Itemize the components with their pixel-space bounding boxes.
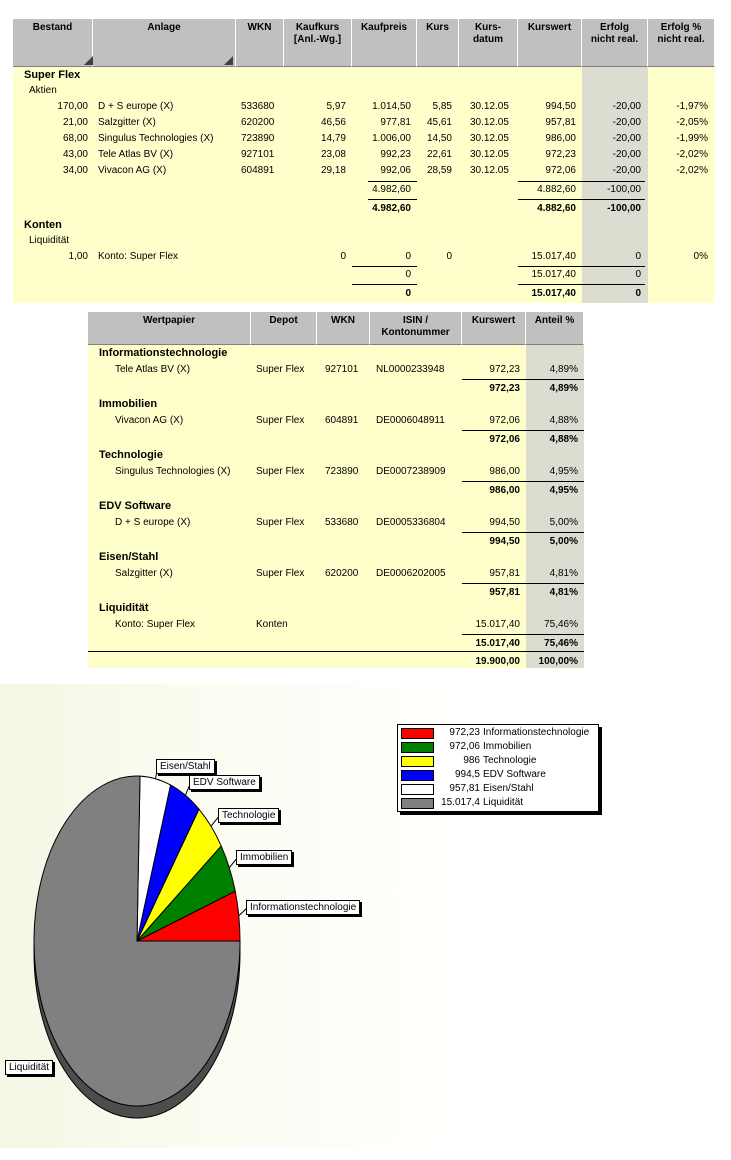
- table-cell: 75,46%: [544, 619, 578, 630]
- total-cell: 75,46%: [544, 638, 578, 649]
- table-cell: Super Flex: [256, 568, 305, 579]
- group-title: Technologie: [99, 449, 163, 461]
- subgroup-title: Liquidität: [29, 235, 70, 246]
- table-cell: 0: [405, 251, 411, 262]
- column-header[interactable]: Kaufkurs [Anl.-Wg.]: [284, 19, 352, 67]
- table-cell: D + S europe (X): [98, 101, 174, 112]
- table-cell: 5,85: [432, 101, 452, 112]
- table-cell: Singulus Technologies (X): [115, 466, 231, 477]
- column-header[interactable]: Kurs: [417, 19, 459, 67]
- table-cell: 994,50: [545, 101, 576, 112]
- table-cell: 5,97: [326, 101, 346, 112]
- pie-label: Technologie: [218, 808, 279, 823]
- table-cell: DE0006202005: [376, 568, 446, 579]
- table-cell: 977,81: [380, 117, 411, 128]
- sort-indicator-icon: [84, 56, 93, 65]
- column-header[interactable]: Kurswert: [462, 312, 526, 345]
- table-cell: 1.014,50: [372, 101, 411, 112]
- table-cell: 0: [340, 251, 346, 262]
- table-cell: 30.12.05: [470, 101, 509, 112]
- legend-value: 986: [463, 755, 480, 766]
- table-cell: -20,00: [612, 101, 641, 112]
- table-cell: 170,00: [57, 101, 88, 112]
- column-header[interactable]: Kurswert: [518, 19, 582, 67]
- table-cell: Super Flex: [256, 415, 305, 426]
- table-cell: -2,02%: [676, 149, 708, 160]
- group-title: Eisen/Stahl: [99, 551, 159, 563]
- table-cell: 1,00: [68, 251, 88, 262]
- total-rule: [518, 199, 645, 200]
- table-cell: 23,08: [320, 149, 346, 160]
- column-header[interactable]: Depot: [251, 312, 317, 345]
- total-cell: 0: [635, 288, 641, 299]
- total-rule: [462, 634, 584, 635]
- table-cell: 30.12.05: [470, 133, 509, 144]
- table-cell: Salzgitter (X): [98, 117, 156, 128]
- column-header[interactable]: Erfolg nicht real.: [582, 19, 648, 67]
- total-cell: 972,06: [489, 434, 520, 445]
- total-rule: [518, 284, 645, 285]
- table-cell: 957,81: [545, 117, 576, 128]
- total-cell: 4.982,60: [372, 203, 411, 214]
- subtotal-cell: 4.882,60: [537, 184, 576, 195]
- column-header[interactable]: Kurs-datum: [459, 19, 518, 67]
- table-cell: -2,02%: [676, 165, 708, 176]
- table-cell: 994,50: [489, 517, 520, 528]
- table-cell: Konten: [256, 619, 288, 630]
- grand-total-cell: 100,00%: [538, 656, 578, 667]
- subtotal-cell: 4.982,60: [372, 184, 411, 195]
- legend-label: Technologie: [483, 755, 537, 766]
- column-header[interactable]: WKN: [317, 312, 370, 345]
- total-cell: 15.017,40: [475, 638, 520, 649]
- table-cell: 15.017,40: [475, 619, 520, 630]
- table-cell: 972,23: [545, 149, 576, 160]
- group-title: Liquidität: [99, 602, 149, 614]
- table-cell: -20,00: [612, 133, 641, 144]
- sort-indicator-icon: [224, 56, 233, 65]
- table-cell: 28,59: [426, 165, 452, 176]
- table-cell: 46,56: [320, 117, 346, 128]
- total-rule: [368, 181, 417, 182]
- total-cell: 4,81%: [549, 587, 578, 598]
- table-cell: Singulus Technologies (X): [98, 133, 214, 144]
- total-cell: 0: [405, 288, 411, 299]
- table-cell: 604891: [241, 165, 275, 176]
- table-cell: 992,06: [380, 165, 411, 176]
- table-cell: 986,00: [545, 133, 576, 144]
- legend-label: EDV Software: [483, 769, 546, 780]
- table-cell: 43,00: [62, 149, 88, 160]
- table-cell: Super Flex: [256, 517, 305, 528]
- table-cell: 927101: [325, 364, 359, 375]
- table-cell: DE0007238909: [376, 466, 446, 477]
- column-header[interactable]: Erfolg % nicht real.: [648, 19, 715, 67]
- total-rule: [462, 532, 584, 533]
- table-cell: 533680: [325, 517, 359, 528]
- table-cell: 15.017,40: [531, 251, 576, 262]
- table-cell: 723890: [241, 133, 275, 144]
- table-cell: 30.12.05: [470, 117, 509, 128]
- group-title: Super Flex: [24, 69, 81, 81]
- subgroup-title: Aktien: [29, 85, 57, 96]
- table-cell: 0: [635, 251, 641, 262]
- table-cell: 4,88%: [549, 415, 578, 426]
- table-cell: 1.006,00: [372, 133, 411, 144]
- table-cell: DE0005336804: [376, 517, 446, 528]
- table-cell: 45,61: [426, 117, 452, 128]
- subtotal-cell: 15.017,40: [531, 269, 576, 280]
- table-cell: 723890: [325, 466, 359, 477]
- legend-value: 15.017,4: [441, 797, 480, 808]
- table-cell: Salzgitter (X): [115, 568, 173, 579]
- subtotal-cell: 0: [405, 269, 411, 280]
- table-cell: 30.12.05: [470, 149, 509, 160]
- table-cell: Vivacon AG (X): [115, 415, 184, 426]
- group-title: Informationstechnologie: [99, 347, 228, 359]
- table-cell: Konto: Super Flex: [115, 619, 196, 630]
- legend-value: 994,5: [454, 769, 480, 780]
- table-cell: 957,81: [489, 568, 520, 579]
- table-cell: 5,00%: [549, 517, 578, 528]
- pie-label: EDV Software: [189, 775, 260, 790]
- table-cell: Konto: Super Flex: [98, 251, 179, 262]
- table-cell: 4,89%: [549, 364, 578, 375]
- legend-value: 957,81: [449, 783, 480, 794]
- column-header[interactable]: ISIN / Kontonummer: [370, 312, 462, 345]
- total-cell: 994,50: [489, 536, 520, 547]
- group-title: Konten: [24, 219, 62, 231]
- legend-label: Informationstechnologie: [483, 727, 590, 738]
- total-rule: [462, 481, 584, 482]
- table-cell: 22,61: [426, 149, 452, 160]
- column-header[interactable]: Bestand: [13, 19, 93, 67]
- grand-total-rule: [88, 651, 584, 652]
- legend-label: Immobilien: [483, 741, 532, 752]
- table-cell: -20,00: [612, 117, 641, 128]
- table-cell: 927101: [241, 149, 275, 160]
- group-title: EDV Software: [99, 500, 172, 512]
- pie-label: Eisen/Stahl: [156, 759, 215, 774]
- total-rule: [352, 284, 417, 285]
- column-header[interactable]: WKN: [236, 19, 284, 67]
- total-cell: 986,00: [489, 485, 520, 496]
- table-cell: 0%: [693, 251, 708, 262]
- table-cell: 34,00: [62, 165, 88, 176]
- total-cell: 4.882,60: [537, 203, 576, 214]
- column-header[interactable]: Wertpapier: [88, 312, 251, 345]
- pie-label: Liquidität: [5, 1060, 53, 1075]
- table-cell: 0: [446, 251, 452, 262]
- table-cell: 604891: [325, 415, 359, 426]
- total-rule: [462, 430, 584, 431]
- table-cell: 972,06: [545, 165, 576, 176]
- total-rule: [518, 266, 645, 267]
- table-cell: 986,00: [489, 466, 520, 477]
- subtotal-cell: -100,00: [607, 184, 641, 195]
- table-cell: -1,99%: [676, 133, 708, 144]
- table-cell: -1,97%: [676, 101, 708, 112]
- total-cell: 4,89%: [549, 383, 578, 394]
- total-cell: 15.017,40: [531, 288, 576, 299]
- table-cell: 533680: [241, 101, 275, 112]
- total-cell: 4,95%: [549, 485, 578, 496]
- total-cell: 5,00%: [549, 536, 578, 547]
- table-cell: 972,23: [489, 364, 520, 375]
- total-cell: -100,00: [607, 203, 641, 214]
- total-cell: 957,81: [489, 587, 520, 598]
- total-cell: 4,88%: [549, 434, 578, 445]
- table-cell: 68,00: [62, 133, 88, 144]
- table-cell: 620200: [241, 117, 275, 128]
- table-cell: 29,18: [320, 165, 346, 176]
- table-cell: 972,06: [489, 415, 520, 426]
- table-cell: NL0000233948: [376, 364, 445, 375]
- table-cell: Super Flex: [256, 364, 305, 375]
- table-cell: 30.12.05: [470, 165, 509, 176]
- table-cell: Vivacon AG (X): [98, 165, 167, 176]
- table-cell: 14,50: [426, 133, 452, 144]
- table-cell: 4,95%: [549, 466, 578, 477]
- pie-label: Informationstechnologie: [246, 900, 360, 915]
- table-cell: D + S europe (X): [115, 517, 191, 528]
- table-cell: -2,05%: [676, 117, 708, 128]
- group-title: Immobilien: [99, 398, 158, 410]
- column-header[interactable]: Anlage: [93, 19, 236, 67]
- table-cell: 21,00: [62, 117, 88, 128]
- legend-value: 972,06: [449, 741, 480, 752]
- table-cell: Tele Atlas BV (X): [115, 364, 191, 375]
- column-header[interactable]: Anteil %: [526, 312, 584, 345]
- grand-total-cell: 19.900,00: [475, 656, 520, 667]
- table-cell: Super Flex: [256, 466, 305, 477]
- table-cell: 14,79: [320, 133, 346, 144]
- total-rule: [352, 266, 417, 267]
- table-cell: 620200: [325, 568, 359, 579]
- table-cell: 4,81%: [549, 568, 578, 579]
- subtotal-cell: 0: [635, 269, 641, 280]
- total-rule: [462, 379, 584, 380]
- table-cell: -20,00: [612, 165, 641, 176]
- column-header[interactable]: Kaufpreis: [352, 19, 417, 67]
- legend-value: 972,23: [449, 727, 480, 738]
- table-cell: -20,00: [612, 149, 641, 160]
- legend-label: Eisen/Stahl: [483, 783, 534, 794]
- table-cell: 992,23: [380, 149, 411, 160]
- total-rule: [518, 181, 645, 182]
- table-cell: Tele Atlas BV (X): [98, 149, 174, 160]
- total-cell: 972,23: [489, 383, 520, 394]
- legend-label: Liquidität: [483, 797, 524, 808]
- total-rule: [368, 199, 417, 200]
- total-rule: [462, 583, 584, 584]
- pie-label: Immobilien: [236, 850, 292, 865]
- table-cell: DE0006048911: [376, 415, 445, 426]
